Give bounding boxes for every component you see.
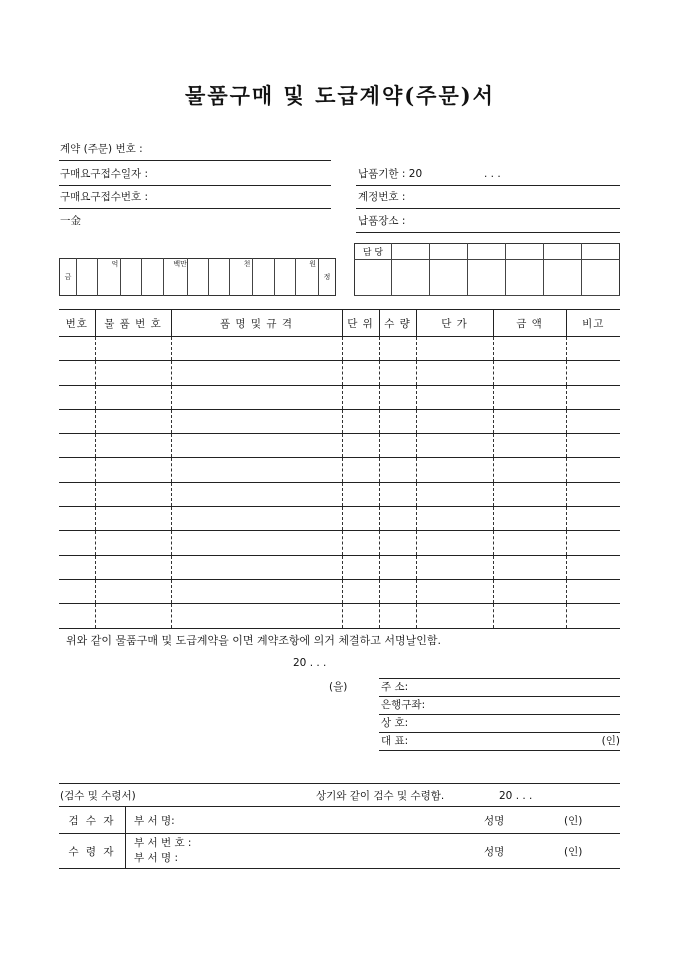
contract-no-label: 계약 (주문) 번호 :: [60, 143, 143, 155]
table-cell[interactable]: [95, 409, 171, 433]
column-header: 번호: [59, 310, 95, 337]
party-field: [379, 696, 620, 714]
table-cell[interactable]: [171, 434, 342, 458]
table-cell[interactable]: [59, 385, 95, 409]
inspector-dept: 부 서 명:: [126, 807, 485, 834]
table-row: [59, 458, 620, 482]
divider: [59, 160, 331, 161]
inspection-date: 20 . . .: [499, 790, 533, 802]
column-header: 비고: [566, 310, 620, 337]
table-cell[interactable]: [171, 409, 342, 433]
column-header: 단 위: [342, 310, 379, 337]
table-cell[interactable]: [171, 531, 342, 555]
table-row: [59, 555, 620, 579]
table-cell[interactable]: [171, 385, 342, 409]
table-cell[interactable]: [416, 337, 493, 361]
table-cell[interactable]: [493, 482, 566, 506]
column-header: 물 품 번 호: [95, 310, 171, 337]
table-cell[interactable]: [95, 555, 171, 579]
receiver-seal: (인): [564, 834, 620, 869]
table-cell[interactable]: [566, 482, 620, 506]
table-cell[interactable]: [493, 385, 566, 409]
table-cell[interactable]: [379, 482, 416, 506]
deadline-separators: . . .: [484, 168, 501, 180]
table-cell[interactable]: [342, 531, 379, 555]
table-cell[interactable]: [95, 531, 171, 555]
table-cell[interactable]: [59, 507, 95, 531]
table-cell[interactable]: [95, 385, 171, 409]
table-cell[interactable]: [59, 337, 95, 361]
table-cell[interactable]: [493, 555, 566, 579]
table-cell[interactable]: [342, 434, 379, 458]
table-cell[interactable]: [566, 458, 620, 482]
table-cell[interactable]: [416, 507, 493, 531]
table-row: [59, 507, 620, 531]
table-cell[interactable]: [566, 579, 620, 603]
table-cell[interactable]: [493, 531, 566, 555]
amount-label-jeong: 정: [318, 259, 335, 296]
column-header: 품 명 및 규 격: [171, 310, 342, 337]
table-cell[interactable]: [95, 361, 171, 385]
table-cell[interactable]: [493, 434, 566, 458]
table-cell[interactable]: [95, 482, 171, 506]
party-field: [379, 678, 620, 696]
table-cell[interactable]: [95, 458, 171, 482]
table-cell[interactable]: [59, 482, 95, 506]
inspector-label: 검 수 자: [59, 807, 126, 834]
party-field-label: 은행구좌:: [381, 699, 426, 711]
table-cell[interactable]: [342, 507, 379, 531]
seal-mark: (인): [601, 735, 620, 747]
table-cell[interactable]: [416, 458, 493, 482]
table-cell[interactable]: [379, 337, 416, 361]
divider: [59, 185, 331, 186]
table-cell[interactable]: [493, 409, 566, 433]
table-cell[interactable]: [379, 555, 416, 579]
table-cell[interactable]: [493, 604, 566, 628]
table-cell[interactable]: [493, 579, 566, 603]
table-cell[interactable]: [171, 482, 342, 506]
table-cell[interactable]: [379, 579, 416, 603]
party-field-label: 상 호:: [381, 717, 409, 729]
table-cell[interactable]: [342, 555, 379, 579]
table-cell[interactable]: [416, 555, 493, 579]
table-cell[interactable]: [95, 604, 171, 628]
page-title: 물품구매 및 도급계약(주문)서: [185, 83, 495, 108]
column-header: 단 가: [416, 310, 493, 337]
table-row: [59, 579, 620, 603]
table-cell[interactable]: [171, 507, 342, 531]
delivery-place-label: 납품장소 :: [358, 215, 406, 227]
agreement-date: 20 . . .: [293, 657, 327, 669]
account-no-label: 계정번호 :: [358, 191, 406, 203]
table-cell[interactable]: [416, 482, 493, 506]
table-row: [59, 531, 620, 555]
inspector-sign: 성명: [484, 807, 564, 834]
table-cell[interactable]: [416, 385, 493, 409]
column-header: 수 량: [379, 310, 416, 337]
table-row: [59, 482, 620, 506]
table-cell[interactable]: [566, 409, 620, 433]
table-cell[interactable]: [379, 361, 416, 385]
inspection-title: (검수 및 수령서): [60, 790, 136, 802]
table-row: [59, 385, 620, 409]
table-cell[interactable]: [95, 579, 171, 603]
table-cell[interactable]: [416, 361, 493, 385]
request-date-label: 구매요구접수일자 :: [60, 168, 149, 180]
party-field: [379, 714, 620, 732]
inspection-table: [59, 806, 620, 869]
table-cell[interactable]: [416, 604, 493, 628]
receiver-dept-no: 부 서 번 호 :: [134, 837, 192, 849]
table-cell[interactable]: [566, 555, 620, 579]
table-cell[interactable]: [416, 531, 493, 555]
table-cell[interactable]: [566, 385, 620, 409]
deadline-label: 납품기한 : 20: [358, 168, 423, 180]
table-cell[interactable]: [416, 434, 493, 458]
table-cell[interactable]: [379, 409, 416, 433]
receiver-label: 수 령 자: [59, 834, 126, 869]
table-cell[interactable]: [342, 337, 379, 361]
divider: [356, 185, 620, 186]
receiver-dept-name: 부 서 명 :: [134, 852, 178, 864]
table-row: [59, 337, 620, 361]
table-cell[interactable]: [59, 361, 95, 385]
table-cell[interactable]: [59, 579, 95, 603]
table-cell[interactable]: [171, 458, 342, 482]
approval-box: [354, 243, 620, 296]
table-cell[interactable]: [59, 458, 95, 482]
total-label: 一金: [60, 215, 81, 227]
table-cell[interactable]: [59, 434, 95, 458]
table-cell[interactable]: [566, 434, 620, 458]
unit-eok: 억: [98, 259, 121, 296]
table-row: [59, 604, 620, 628]
agreement-statement: 위와 같이 물품구매 및 도급계약을 이면 계약조항에 의거 체결하고 서명날인함.: [66, 634, 441, 647]
table-cell[interactable]: [171, 361, 342, 385]
divider: [59, 783, 620, 784]
table-row: [59, 409, 620, 433]
party-field-label: 대 표:: [381, 735, 409, 747]
table-cell[interactable]: [379, 458, 416, 482]
table-cell[interactable]: [493, 337, 566, 361]
table-cell[interactable]: [342, 409, 379, 433]
table-cell[interactable]: [416, 579, 493, 603]
table-cell[interactable]: [171, 337, 342, 361]
table-cell[interactable]: [171, 555, 342, 579]
inspection-statement: 상기와 같이 검수 및 수령함.: [316, 790, 445, 802]
request-no-label: 구매요구접수번호 :: [60, 191, 149, 203]
divider: [356, 232, 620, 233]
table-cell[interactable]: [566, 507, 620, 531]
table-cell[interactable]: [379, 385, 416, 409]
receiver-sign: 성명: [484, 834, 564, 869]
table-cell[interactable]: [566, 361, 620, 385]
table-cell[interactable]: [95, 337, 171, 361]
table-cell[interactable]: [379, 507, 416, 531]
table-cell[interactable]: [171, 579, 342, 603]
table-row: [59, 361, 620, 385]
table-row: [59, 434, 620, 458]
table-cell[interactable]: [493, 361, 566, 385]
table-cell[interactable]: [493, 507, 566, 531]
table-cell[interactable]: [171, 604, 342, 628]
table-cell[interactable]: [59, 531, 95, 555]
party-field: [379, 732, 620, 751]
approval-label: 담 당: [355, 244, 392, 260]
table-cell[interactable]: [342, 458, 379, 482]
divider: [59, 208, 331, 209]
table-cell[interactable]: [95, 507, 171, 531]
table-cell[interactable]: [566, 531, 620, 555]
table-cell[interactable]: [95, 434, 171, 458]
unit-won: 원: [295, 259, 318, 296]
table-cell[interactable]: [379, 531, 416, 555]
table-cell[interactable]: [493, 458, 566, 482]
table-cell[interactable]: [379, 434, 416, 458]
table-cell[interactable]: [59, 555, 95, 579]
unit-cheon: 천: [230, 259, 253, 296]
table-cell[interactable]: [342, 604, 379, 628]
divider: [356, 208, 620, 209]
amount-label-gum: 금: [64, 273, 72, 281]
table-cell[interactable]: [342, 482, 379, 506]
table-cell[interactable]: [566, 604, 620, 628]
amount-box: [59, 258, 336, 296]
table-cell[interactable]: [416, 409, 493, 433]
table-cell[interactable]: [342, 361, 379, 385]
table-cell[interactable]: [342, 385, 379, 409]
party-field-label: 주 소:: [381, 681, 409, 693]
table-cell[interactable]: [59, 604, 95, 628]
table-cell[interactable]: [342, 579, 379, 603]
table-cell[interactable]: [59, 409, 95, 433]
items-table: [59, 309, 620, 629]
inspector-seal: (인): [564, 807, 620, 834]
table-cell[interactable]: [379, 604, 416, 628]
column-header: 금 액: [493, 310, 566, 337]
unit-baekman: 백만: [163, 259, 187, 296]
party-label: (을): [329, 681, 348, 693]
party-fields: [379, 678, 620, 751]
table-cell[interactable]: [566, 337, 620, 361]
